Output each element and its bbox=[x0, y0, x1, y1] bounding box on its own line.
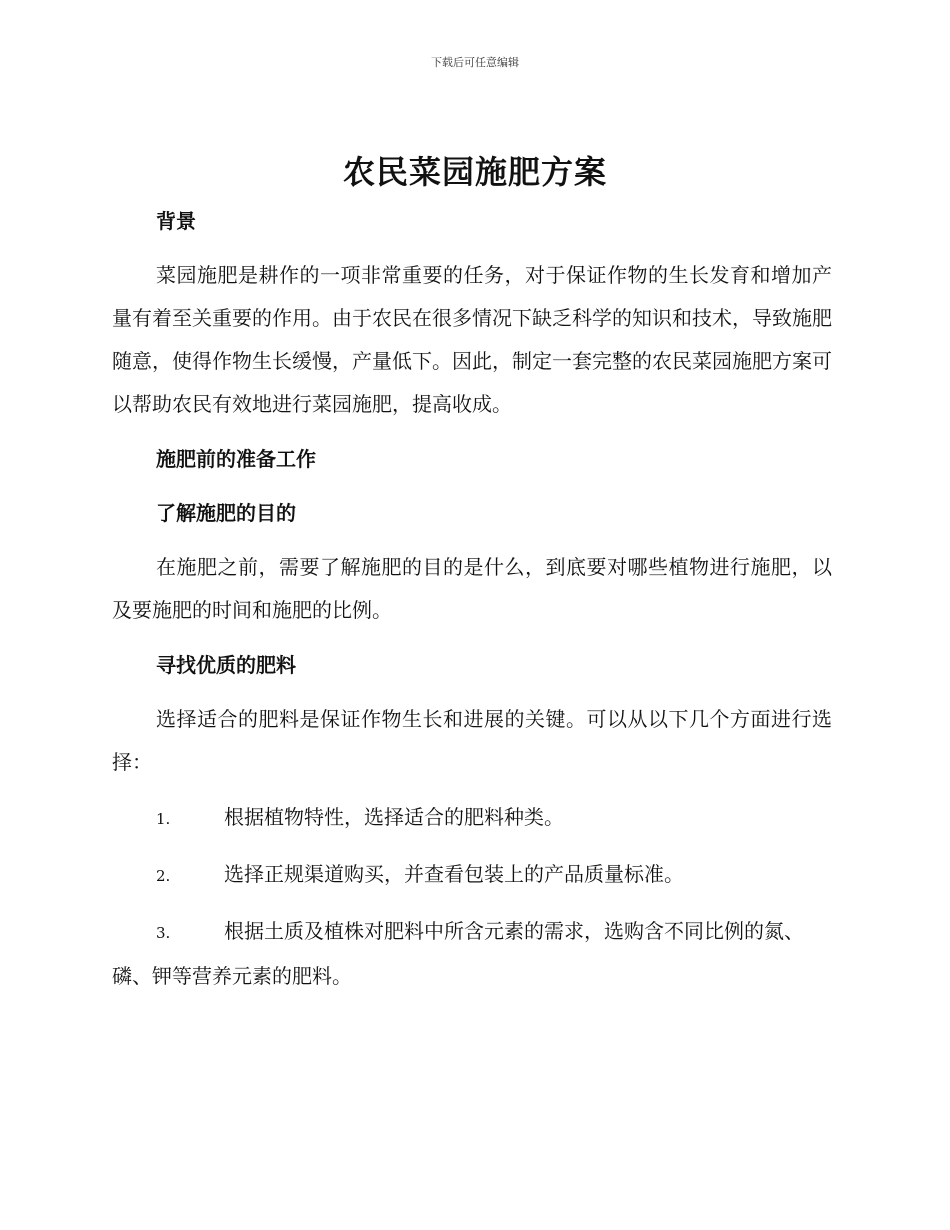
paragraph-fertilizer: 选择适合的肥料是保证作物生长和进展的关键。可以从以下几个方面进行选择： bbox=[112, 707, 832, 774]
heading-purpose: 了解施肥的目的 bbox=[156, 501, 296, 525]
list-item bbox=[112, 853, 832, 898]
list-text: 选择正规渠道购买，并查看包装上的产品质量标准。 bbox=[224, 862, 684, 886]
list-text: 根据植物特性，选择适合的肥料种类。 bbox=[224, 805, 564, 829]
document-title: 农民菜园施肥方案 bbox=[342, 153, 607, 191]
paragraph-purpose: 在施肥之前，需要了解施肥的目的是什么，到底要对哪些植物进行施肥，以及要施肥的时间和施肥的比例。 bbox=[112, 555, 832, 622]
header-note: 下载后可任意编辑 bbox=[431, 56, 519, 69]
list-number: 3. bbox=[156, 924, 171, 942]
heading-preparation: 施肥前的准备工作 bbox=[156, 447, 316, 471]
list-item bbox=[112, 796, 832, 841]
list-number: 1. bbox=[156, 810, 171, 828]
list-text: 根据土质及植株对肥料中所含元素的需求，选购含不同比例的氮、磷、钾等营养元素的肥料。 bbox=[112, 919, 804, 988]
document-body bbox=[112, 200, 832, 998]
list-number: 2. bbox=[156, 867, 171, 885]
list-item bbox=[112, 910, 832, 998]
heading-background: 背景 bbox=[156, 209, 196, 233]
heading-fertilizer: 寻找优质的肥料 bbox=[156, 653, 296, 677]
paragraph-background: 菜园施肥是耕作的一项非常重要的任务，对于保证作物的生长发育和增加产量有着至关重要的作用。由于农民在很多情况下缺乏科学的知识和技术，导致施肥随意，使得作物生长缓慢，产量低下。因此，制定一套完整的农民菜园施肥方案可以帮助农民有效地进行菜园施肥，提高收成。 bbox=[112, 263, 832, 416]
